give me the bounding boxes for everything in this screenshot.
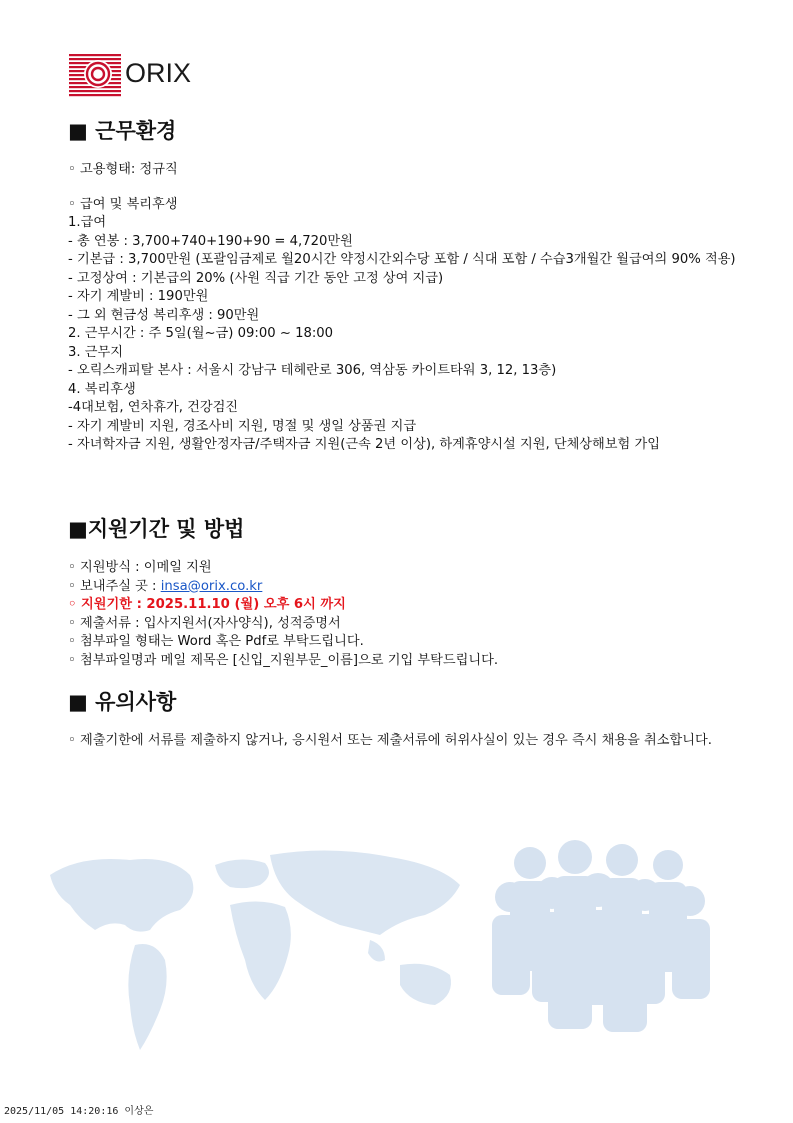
base-salary: - 기본급 : 3,700만원 (포괄임금제로 월20시간 약정시간외수당 포함 / 식대 포함 / 수습3개월간 월급여의 90% 적용) (68, 252, 736, 267)
logo-text: ORIX (125, 58, 192, 88)
application-method: ◦ 지원방식 : 이메일 지원 (68, 560, 212, 575)
world-map-icon (50, 850, 460, 1050)
send-to (68, 578, 743, 597)
welfare-item-2: - 자기 계발비 지원, 경조사비 지원, 명절 및 생일 상품권 지급 (68, 418, 417, 434)
print-stamp: 2025/11/05 14:20:16 이상은 (4, 1106, 154, 1117)
cash-welfare: - 그 외 현금성 복리후생 : 90만원 (68, 307, 260, 323)
orix-logo (67, 50, 197, 100)
file-format: ◦ 첨부파일 형태는 Word 혹은 Pdf로 부탁드립니다. (68, 634, 364, 649)
work-hours: 2. 근무시간 : 주 5일(월~금) 09:00 ~ 18:00 (68, 326, 334, 341)
work-location: - 오릭스캐피탈 본사 : 서울시 강남구 테헤란로 306, 역삼동 카이트타워 3, 12, 13층) (68, 363, 557, 378)
section-heading-notes: ■ 유의사항 (68, 690, 177, 714)
send-to-label: ◦ 보내주실 곳 : (68, 578, 161, 594)
work-location-title: 3. 근무지 (68, 344, 123, 360)
fixed-bonus: - 고정상여 : 기본급의 20% (사원 직급 기간 동안 고정 상여 지급) (68, 270, 444, 286)
benefits-title: ◦ 급여 및 복리후생 (68, 196, 178, 212)
notes-text: ◦ 제출기한에 서류를 제출하지 않거나, 응시원서 또는 제출서류에 허위사실이 있는 경우 즉시 채용을 취소합니다. (68, 733, 712, 748)
application-section (68, 515, 743, 670)
section-heading-apply: ■지원기간 및 방법 (68, 517, 245, 541)
people-group-icon (492, 840, 710, 1032)
welfare-item-1: -4대보험, 연차휴가, 건강검진 (68, 400, 239, 415)
welfare-title: 4. 복리후생 (68, 381, 136, 397)
total-salary: - 총 연봉 : 3,700+740+190+90 = 4,720만원 (68, 233, 353, 249)
orix-emblem-icon (67, 50, 123, 100)
email-link[interactable]: insa@orix.co.kr (160, 578, 263, 594)
application-deadline: ◦ 지원기한 : 2025.11.10 (월) 오후 6시 까지 (68, 597, 346, 612)
employment-type: ◦ 고용형태: 정규직 (68, 162, 178, 177)
notes-section (68, 688, 743, 751)
world-map-people-illustration (40, 835, 740, 1075)
welfare-item-3: - 자녀학자금 지원, 생활안정자금/주택자금 지원(근속 2년 이상), 하계휴양시설 지원, 단체상해보험 가입 (68, 437, 660, 452)
salary-title: 1.급여 (68, 215, 107, 230)
section-heading-work: ■ 근무환경 (68, 119, 177, 143)
work-conditions-section (68, 117, 743, 455)
required-documents: ◦ 제출서류 : 입사지원서(자사양식), 성적증명서 (68, 615, 341, 631)
self-development-allowance: - 자기 계발비 : 190만원 (68, 289, 209, 304)
file-naming: ◦ 첨부파일명과 메일 제목은 [신입_지원부문_이름]으로 기입 부탁드립니다. (68, 652, 499, 668)
